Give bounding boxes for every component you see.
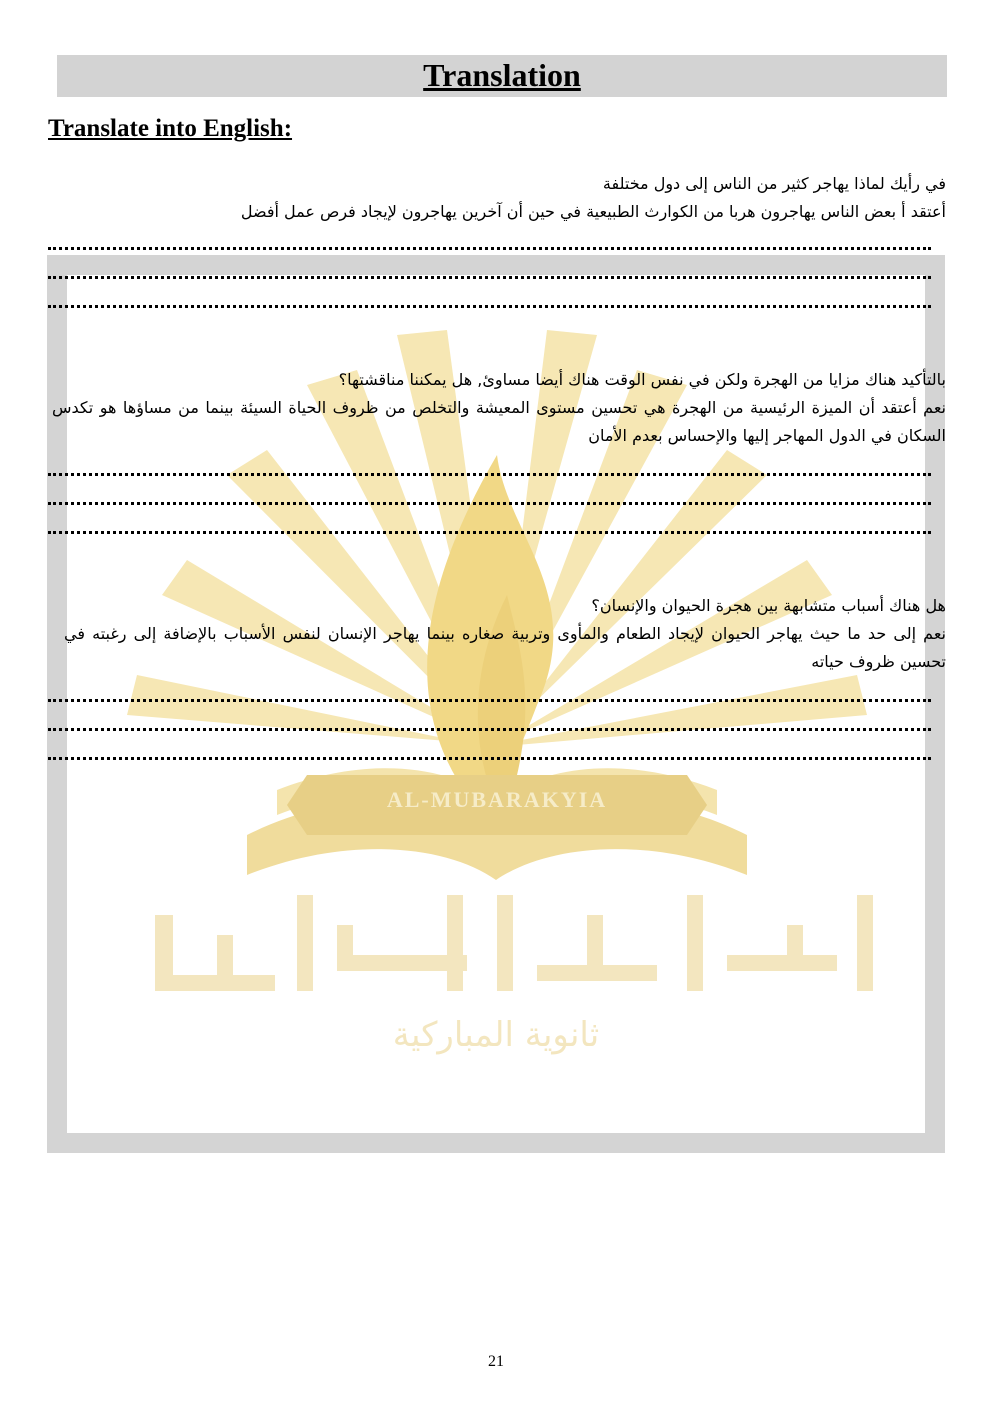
answer-line[interactable] [48, 498, 931, 505]
watermark-banner-text: AL-MUBARAKYIA [386, 787, 608, 812]
watermark-school-name: ثانوية المباركية [392, 1015, 600, 1055]
question-2: بالتأكيد هناك مزايا من الهجرة ولكن في نفس الوقت هناك أيضا مساوئ, هل يمكننا مناقشتها؟ [338, 370, 946, 389]
answer-line[interactable] [48, 469, 931, 476]
page-number: 21 [488, 1353, 504, 1370]
answer-3: نعم إلى حد ما حيث يهاجر الحيوان لإيجاد الطعام والمأوى وتربية صغاره بينما يهاجر الإنسان لنفس الأسباب بالإضافة إلى رغبته في تحسين ظروف حياته [64, 624, 946, 671]
question-1: في رأيك لماذا يهاجر كثير من الناس إلى دول مختلفة [602, 174, 946, 193]
answer-line[interactable] [48, 301, 931, 308]
page-title: Translation [423, 57, 581, 93]
question-3: هل هناك أسباب متشابهة بين هجرة الحيوان والإنسان؟ [591, 596, 946, 615]
answer-2: نعم أعتقد أن الميزة الرئيسية من الهجرة هي تحسين مستوى المعيشة والتخلص من ظروف الحياة السيئة بينما من مساؤها هو تكدس السكان في الدول المهاجر إليها والإحساس بعدم الأمان [52, 398, 946, 445]
answer-1: أعتقد أ بعض الناس يهاجرون هربا من الكوارث الطبيعية في حين أن آخرين يهاجرون لإيجاد فرص عمل أفضل [240, 202, 946, 221]
title-bar [57, 55, 947, 97]
answer-line[interactable] [48, 243, 931, 250]
answer-line[interactable] [48, 272, 931, 279]
answer-line[interactable] [48, 695, 931, 702]
instruction-heading: Translate into English: [48, 115, 293, 142]
answer-line[interactable] [48, 724, 931, 731]
answer-line[interactable] [48, 527, 931, 534]
answer-line[interactable] [48, 753, 931, 760]
